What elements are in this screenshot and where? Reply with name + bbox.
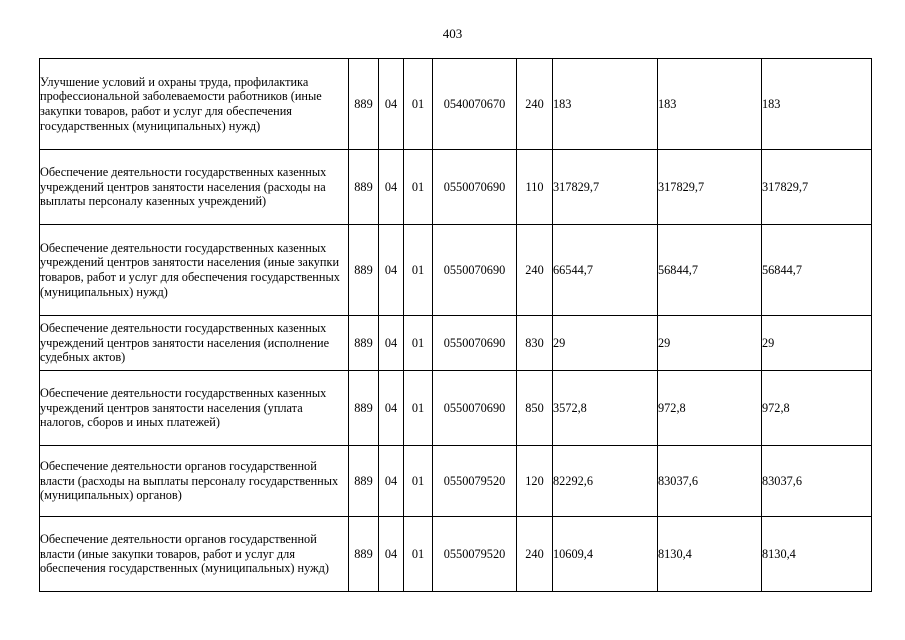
target-article-code: 0550070690 [433,371,517,446]
table-row [40,225,872,316]
table-row [40,316,872,371]
ministry-code: 889 [349,517,379,592]
target-article-code: 0550079520 [433,517,517,592]
amount-1: 317829,7 [553,150,658,225]
table-row [40,371,872,446]
expense-type-code: 110 [517,150,553,225]
ministry-code: 889 [349,446,379,517]
target-article-code: 0540070670 [433,59,517,150]
ministry-code: 889 [349,225,379,316]
subsection-code: 01 [404,316,433,371]
amount-1: 29 [553,316,658,371]
expense-type-code: 830 [517,316,553,371]
budget-table [39,58,872,592]
amount-2: 29 [658,316,762,371]
subsection-code: 01 [404,225,433,316]
subsection-code: 01 [404,150,433,225]
section-code: 04 [379,59,404,150]
amount-2: 83037,6 [658,446,762,517]
section-code: 04 [379,150,404,225]
section-code: 04 [379,316,404,371]
amount-1: 183 [553,59,658,150]
row-description: Обеспечение деятельности органов государственной власти (расходы на выплаты персоналу государственных (муниципальных) органов) [40,446,349,517]
amount-1: 66544,7 [553,225,658,316]
row-description: Обеспечение деятельности органов государственной власти (иные закупки товаров, работ и услуг для обеспечения государственных (муниципальных) нужд) [40,517,349,592]
subsection-code: 01 [404,371,433,446]
amount-3: 83037,6 [762,446,872,517]
section-code: 04 [379,446,404,517]
table-row [40,150,872,225]
expense-type-code: 240 [517,59,553,150]
amount-1: 3572,8 [553,371,658,446]
section-code: 04 [379,225,404,316]
target-article-code: 0550070690 [433,225,517,316]
expense-type-code: 240 [517,517,553,592]
target-article-code: 0550079520 [433,446,517,517]
amount-3: 972,8 [762,371,872,446]
ministry-code: 889 [349,316,379,371]
ministry-code: 889 [349,371,379,446]
amount-2: 972,8 [658,371,762,446]
expense-type-code: 240 [517,225,553,316]
amount-3: 8130,4 [762,517,872,592]
row-description: Обеспечение деятельности государственных казенных учреждений центров занятости населения (иные закупки товаров, работ и услуг для обеспечения государственных (муниципальных) нужд) [40,225,349,316]
row-description: Улучшение условий и охраны труда, профилактика профессиональной заболеваемости работников (иные закупки товаров, работ и услуг для обеспечения государственных (муниципальных) нужд) [40,59,349,150]
amount-2: 183 [658,59,762,150]
amount-2: 56844,7 [658,225,762,316]
ministry-code: 889 [349,59,379,150]
row-description: Обеспечение деятельности государственных казенных учреждений центров занятости населения (уплата налогов, сборов и иных платежей) [40,371,349,446]
target-article-code: 0550070690 [433,316,517,371]
target-article-code: 0550070690 [433,150,517,225]
section-code: 04 [379,517,404,592]
amount-2: 8130,4 [658,517,762,592]
expense-type-code: 120 [517,446,553,517]
amount-1: 10609,4 [553,517,658,592]
page-number: 403 [442,26,463,41]
amount-3: 317829,7 [762,150,872,225]
amount-3: 183 [762,59,872,150]
subsection-code: 01 [404,59,433,150]
amount-3: 29 [762,316,872,371]
subsection-code: 01 [404,517,433,592]
expense-type-code: 850 [517,371,553,446]
amount-3: 56844,7 [762,225,872,316]
amount-2: 317829,7 [658,150,762,225]
row-description: Обеспечение деятельности государственных казенных учреждений центров занятости населения (исполнение судебных актов) [40,316,349,371]
table-row [40,59,872,150]
row-description: Обеспечение деятельности государственных казенных учреждений центров занятости населения (расходы на выплаты персоналу казенных учреждений) [40,150,349,225]
table-row [40,446,872,517]
amount-1: 82292,6 [553,446,658,517]
ministry-code: 889 [349,150,379,225]
section-code: 04 [379,371,404,446]
table-row [40,517,872,592]
subsection-code: 01 [404,446,433,517]
